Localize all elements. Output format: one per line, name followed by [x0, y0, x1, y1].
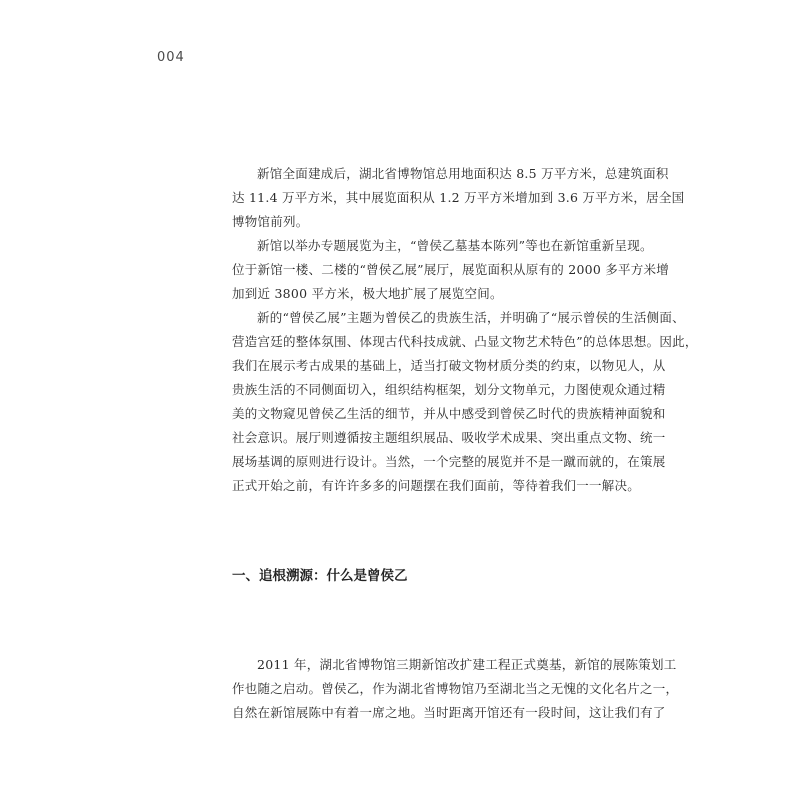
text-line: 我们在展示考古成果的基础上，适当打破文物材质分类的约束，以物见人，从: [232, 358, 666, 373]
body-text-top: [232, 162, 698, 498]
text-line: 社会意识。展厅则遵循按主题组织展品、吸收学术成果、突出重点文物、统一: [232, 430, 666, 445]
text-line: 展场基调的原则进行设计。当然，一个完整的展览并不是一蹴而就的，在策展: [232, 454, 666, 469]
section-heading: 一、追根溯源：什么是曾侯乙: [232, 568, 408, 584]
text-line: 作也随之启动。曾侯乙，作为湖北省博物馆乃至湖北当之无愧的文化名片之一，: [232, 681, 679, 696]
text-line: 新馆全面建成后，湖北省博物馆总用地面积达 8.5 万平方米，总建筑面积: [257, 166, 669, 181]
text-line: 营造宫廷的整体氛围、体现古代科技成就、凸显文物艺术特色”的总体思想。因此，: [232, 334, 698, 349]
text-line: 达 11.4 万平方米，其中展览面积从 1.2 万平方米增加到 3.6 万平方米，居全国: [232, 190, 685, 205]
text-line: 位于新馆一楼、二楼的“曾侯乙展”展厅，展览面积从原有的 2000 多平方米增: [232, 262, 670, 277]
text-line: 2011 年，湖北省博物馆三期新馆改扩建工程正式奠基，新馆的展陈策划工: [257, 657, 677, 672]
text-line: 新馆以举办专题展览为主，“曾侯乙墓基本陈列”等也在新馆重新呈现。: [257, 238, 653, 253]
text-line: 贵族生活的不同侧面切入，组织结构框架，划分文物单元，力图使观众通过精: [232, 382, 666, 397]
text-line: 加到近 3800 平方米，极大地扩展了展览空间。: [232, 286, 503, 301]
paragraph-exhibition-space: [232, 234, 670, 306]
text-line: 博物馆前列。: [232, 214, 309, 229]
paragraph-2011-expansion: [232, 653, 679, 725]
body-text-section: [232, 653, 679, 725]
text-line: 正式开始之前，有许许多多的问题摆在我们面前，等待着我们一一解决。: [232, 478, 641, 493]
text-line: 自然在新馆展陈中有着一席之地。当时距离开馆还有一段时间，这让我们有了: [232, 705, 666, 720]
paragraph-new-museum-area: [232, 162, 685, 234]
paragraph-exhibition-theme: [232, 306, 698, 498]
page-number: 004: [157, 50, 185, 65]
text-line: 美的文物窥见曾侯乙生活的细节，并从中感受到曾侯乙时代的贵族精神面貌和: [232, 406, 666, 421]
text-line: 新的“曾侯乙展”主题为曾侯乙的贵族生活，并明确了“展示曾侯的生活侧面、: [257, 310, 685, 325]
